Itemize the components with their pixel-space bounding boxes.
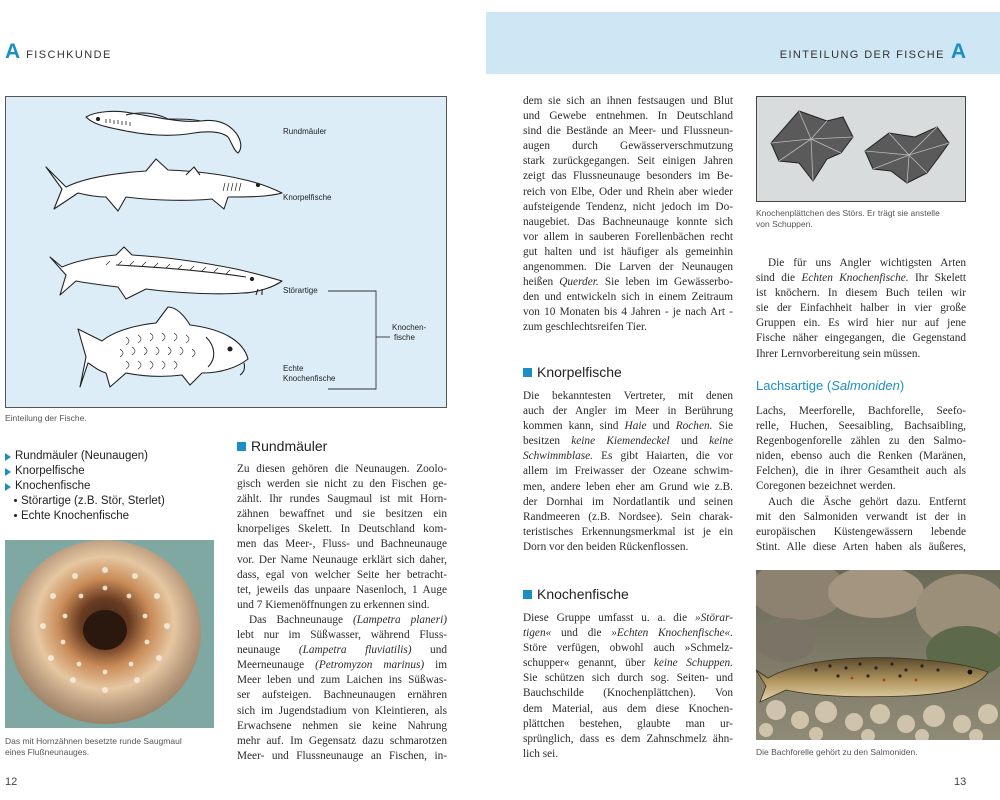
section-heading-lachsartige [756, 378, 904, 393]
label-knorpelfische: Knorpelfische [283, 193, 332, 202]
text-line: relle, Huchen, Seesaibling, Bachsaibling, [756, 420, 966, 433]
sturgeon-plates-photo [756, 96, 966, 202]
section-heading-knochenfische [523, 586, 629, 602]
section-heading-rundmaeuler [237, 438, 327, 454]
text-line: Bauchschilde (Knochenplättchen). Von [523, 687, 733, 700]
text-line [237, 613, 447, 628]
text-run: im [424, 659, 448, 672]
text-line: zum geschlechtsreifen Tier. [523, 321, 647, 334]
text-line: dass, egal von welcher Seite her betracht- [237, 568, 447, 581]
triangle-bullet-icon [5, 468, 11, 476]
lamprey-photo-caption [5, 736, 220, 758]
text-line: Zu diesen gehören die Neunaugen. Zoolo- [237, 463, 447, 475]
text-line: Randmeeren (z.B. Nordsee). Sein charak- [523, 510, 733, 523]
sub-list-item-text: Echte Knochenfische [21, 510, 130, 522]
text-line: sich im Jugendstadium von Kleintieren, als [237, 704, 447, 717]
text-line [523, 656, 733, 671]
text-line: men das Meer-, Fluss- und Bachneunauge [237, 538, 447, 551]
text-line: angenommen. Die Larven der Neunaugen [523, 261, 733, 274]
chapter-letter-right: A [950, 40, 966, 63]
trout-photo-caption: Die Bachforelle gehört zu den Salmoniden. [756, 747, 918, 757]
text-line: gut halten und ist häufiger als gemeinhin [523, 245, 733, 258]
text-line: Dorn vor den beiden Rückenflossen. [523, 540, 689, 553]
text-line: vor allem in sauberen Forellenbächen recht [523, 230, 733, 243]
triangle-bullet-icon [5, 453, 11, 461]
text-line: naugebiet. Das Bachneunauge konnte sich [523, 215, 733, 228]
text-run: Diese Gruppe umfasst u. a. die [523, 612, 695, 624]
text-run: Ihr Skelett [908, 272, 966, 285]
text-line: tet, jeweils das unpaare Nasenloch, 1 Auge [237, 583, 447, 596]
sub-list-item [5, 509, 220, 524]
italic-run: »Störar- [694, 612, 733, 624]
fish-drawings [6, 97, 448, 409]
square-bullet-icon [523, 590, 532, 599]
triangle-bullet-icon [5, 483, 11, 491]
text-column-2-knorpelfische [523, 389, 733, 555]
brown-trout-photo [756, 570, 1000, 740]
text-line: sprünglich, dass es dem Zahnschmelz ähn- [523, 732, 733, 745]
dot-bullet-icon [14, 514, 17, 517]
lamprey-caption-line1: Das mit Hornzähnen besetzte runde Saugmaul [5, 736, 182, 746]
text-line: Die bekanntesten Vertreter, mit denen [523, 390, 733, 402]
text-line: Regenbogenforelle zählen zu den Salmo- [756, 435, 966, 448]
text-line: zeigt das Flussneunauge besonders im Be- [523, 170, 733, 183]
plates-photo-caption [756, 208, 996, 230]
text-run: und [646, 420, 676, 433]
heading-run: ) [899, 378, 905, 393]
text-line: Auch die Äsche gehört dazu. Entfernt [768, 495, 966, 508]
text-run: Meerneunauge [237, 659, 316, 672]
classification-bracket [328, 291, 390, 389]
text-line: zähnen bewaffnet und sie besitzen ein [237, 508, 447, 521]
text-line: europäischen Küstengewässern lebende [756, 525, 966, 538]
text-line: Fische näher eingegangen, die Gegenstand [756, 332, 966, 345]
section-heading-knorpelfische [523, 364, 622, 380]
text-line: der Dornhai im Nordatlantik und seinen [523, 495, 733, 508]
text-column-3-top [756, 256, 966, 362]
text-line: und 7 Kiemenöffnungen zu erkennen sind. [237, 598, 430, 611]
italic-run: Echten Knochenfische. [801, 272, 909, 285]
text-line: ist knöchern. In diesem Buch teilen wir [756, 287, 966, 300]
text-line: men, andere leben eher am Grund wie z.B. [523, 480, 733, 493]
sub-list-item-text: Störartige (z.B. Stör, Sterlet) [21, 495, 165, 507]
italic-run: keine [709, 435, 733, 448]
text-line: reich von Elbe, Oder und Rhein aber wieder [523, 185, 733, 198]
text-line [756, 271, 966, 286]
italic-run: »Echten Knochenfische«. [611, 627, 733, 640]
text-line: stark zurückgegangen. Seit einigen Jahren [523, 155, 733, 168]
diagram-caption: Einteilung der Fische. [5, 413, 87, 423]
text-line: sie der Einfachheit halber in vier große [756, 302, 966, 315]
text-line: plättchen bestehen, glaubte man ur- [523, 717, 733, 730]
square-bullet-icon [237, 442, 246, 451]
list-item-text: Knorpelfische [15, 465, 85, 477]
text-line: Meer leben und zum Laichen ins Süßwas- [237, 674, 447, 687]
text-line: mit den Salmoniden verwandt ist der in [756, 510, 966, 523]
text-column-2-knochenfische [523, 611, 733, 762]
right-page-header [780, 40, 966, 64]
carp-drawing [78, 307, 248, 387]
text-line: dem Material, aus dem diese Knochen- [523, 702, 733, 715]
text-line: von 10 Monaten bis 4 Jahren - je nach Art - [523, 306, 733, 319]
text-line [523, 434, 733, 449]
text-run: und die [551, 627, 612, 640]
label-stoerartige: Störartige [283, 286, 318, 295]
list-item [5, 449, 220, 464]
fish-classification-diagram [5, 96, 447, 408]
text-line: Lachs, Meerforelle, Bachforelle, Seefo- [756, 405, 966, 417]
text-run: besitzen [523, 435, 572, 448]
heading-run: Lachsartige ( [756, 378, 832, 393]
text-run: heißen [523, 276, 560, 289]
classification-list [5, 449, 220, 524]
list-item [5, 464, 220, 479]
text-line: Felchen), die in ihrer Gesamtheit auch als [756, 465, 966, 478]
text-run: schupper« genannt, über [523, 657, 654, 670]
section-heading-text: Knorpelfische [537, 364, 622, 380]
text-line: knorpeliges Skelett. In Deutschland kom- [237, 523, 447, 536]
text-line: lebt nur im Süßwasser, während Fluss- [237, 629, 447, 642]
text-line: dem sie sich an ihnen festsaugen und Blut [523, 95, 733, 107]
list-item-text: Knochenfische [15, 480, 91, 492]
text-line: lich sei. [523, 747, 559, 760]
text-run: neunauge [237, 644, 299, 657]
italic-run: Rochen. [675, 420, 713, 433]
text-line: Ihrer Lernvorbereitung sein müssen. [756, 347, 921, 360]
text-line: Meer- und Flussneunauge an Fischen, in- [237, 749, 447, 762]
list-item [5, 479, 220, 494]
lamprey-mouth-photo [5, 540, 214, 728]
text-run: und [411, 644, 447, 657]
chapter-letter-left: A [5, 40, 21, 63]
label-rundmaeuler: Rundmäuler [283, 127, 327, 136]
page-number-left: 12 [5, 776, 18, 788]
text-line [523, 611, 733, 626]
sturgeon-drawing [50, 247, 282, 299]
text-run: Sie [712, 420, 734, 433]
left-running-title: FISCHKUNDE [26, 49, 112, 61]
section-heading-text: Knochenfische [537, 586, 629, 602]
label-echte-line2: Knochenfische [283, 374, 336, 383]
list-item-text: Rundmäuler (Neunaugen) [15, 450, 148, 462]
plates-caption-line1: Knochenplättchen des Störs. Er trägt sie anstelle [756, 208, 940, 218]
italic-run: Schwimmblase. [523, 450, 593, 463]
italic-run: keine Kiemendeckel [571, 435, 670, 448]
text-run: sind die [756, 272, 802, 285]
text-run: Es gibt Haiarten, die vor [592, 450, 733, 463]
label-echte-line1: Echte [283, 364, 304, 373]
section-heading-text: Rundmäuler [251, 438, 328, 454]
text-column-1 [237, 462, 447, 764]
text-column-3-lachsartige [756, 404, 966, 555]
plates-caption-line2: von Schuppen. [756, 219, 813, 229]
text-line: ser aufsteigen. Bachneunaugen ernähren [237, 689, 447, 702]
text-line: niden, ebenso auch die Renken (Maränen, [756, 450, 966, 463]
dot-bullet-icon [14, 499, 17, 502]
text-line: und Gewebe entnehmen. In Deutschland [523, 110, 733, 123]
text-line: zählt. Ihr rundes Saugmaul ist mit Horn- [237, 493, 447, 506]
sub-list-item [5, 494, 220, 509]
text-line [237, 658, 447, 673]
left-page-header [5, 40, 112, 70]
text-line: teristisches Erkennungsmerkmal ist je ein [523, 525, 733, 538]
label-knochen-line2: fische [394, 333, 415, 342]
shark-drawing [46, 159, 282, 211]
text-line [237, 643, 447, 658]
text-run: kommen kann, sind [523, 420, 625, 433]
italic-run: keine Schuppen. [653, 657, 733, 670]
text-line [523, 449, 733, 464]
text-line: den und entwickeln sich in einem Zeitraum [523, 291, 733, 304]
text-line: Die für uns Angler wichtigsten Arten [768, 257, 966, 269]
lamprey-drawing [86, 111, 241, 153]
text-line: Sie schützen sich durch sog. Seiten- und [523, 672, 733, 685]
text-line: gisch werden sie nicht zu den Fischen ge- [237, 478, 447, 491]
text-line: Gruppen ein. Es wird hier nur auf jene [756, 317, 966, 330]
label-knochenfische [392, 323, 426, 343]
italic-run: Haie [624, 420, 647, 433]
label-echte-knochenfische [283, 364, 335, 384]
text-line: Störe verfügen, obwohl auch »Schmelz- [523, 642, 733, 655]
text-line: Stint. Alle diese Arten haben als äußeres, [756, 540, 966, 553]
text-line: Coregonen bezeichnet werden. [756, 480, 896, 493]
text-line: mehr auf. Im Gegensatz dazu schmarotzen [237, 734, 447, 747]
italic-run: tigen« [523, 627, 552, 640]
label-knochen-line1: Knochen- [392, 323, 427, 332]
italic-run: (Petromyzon marinus) [315, 659, 425, 672]
text-line: sind die Bestände an Meer- und Flussneun- [523, 125, 733, 138]
text-column-2-top [523, 94, 733, 336]
text-line [523, 626, 733, 641]
text-line: Erwachsene nehmen sie keine Nahrung [237, 719, 447, 732]
text-run: Das Bachneunauge [249, 613, 353, 626]
heading-italic-run: Salmoniden [831, 378, 900, 393]
text-line [523, 275, 733, 290]
text-line: augen durch Gewässerverschmutzung [523, 140, 733, 153]
lamprey-caption-line2: eines Flußneunauges. [5, 747, 90, 757]
text-line: auch der Angler im Meer in Berührung [523, 405, 733, 418]
text-line: vor. Der Name Neunauge erklärt sich daher, [237, 553, 447, 566]
square-bullet-icon [523, 368, 532, 377]
text-line: aufsteigende Tendenz, nicht jedoch im Do- [523, 200, 733, 213]
italic-run: Querder. [559, 276, 599, 289]
italic-run: (Lampetra planeri) [352, 613, 447, 626]
text-run: Sie leben im Gewässerbo- [598, 276, 733, 289]
text-line: allem im Freiwasser der Ozeane schwim- [523, 465, 733, 478]
page-number-right: 13 [954, 776, 967, 788]
italic-run: (Lampetra fluviatilis) [298, 644, 412, 657]
text-run: und [669, 435, 710, 448]
text-line [523, 419, 733, 434]
right-running-title: EINTEILUNG DER FISCHE [779, 49, 945, 61]
